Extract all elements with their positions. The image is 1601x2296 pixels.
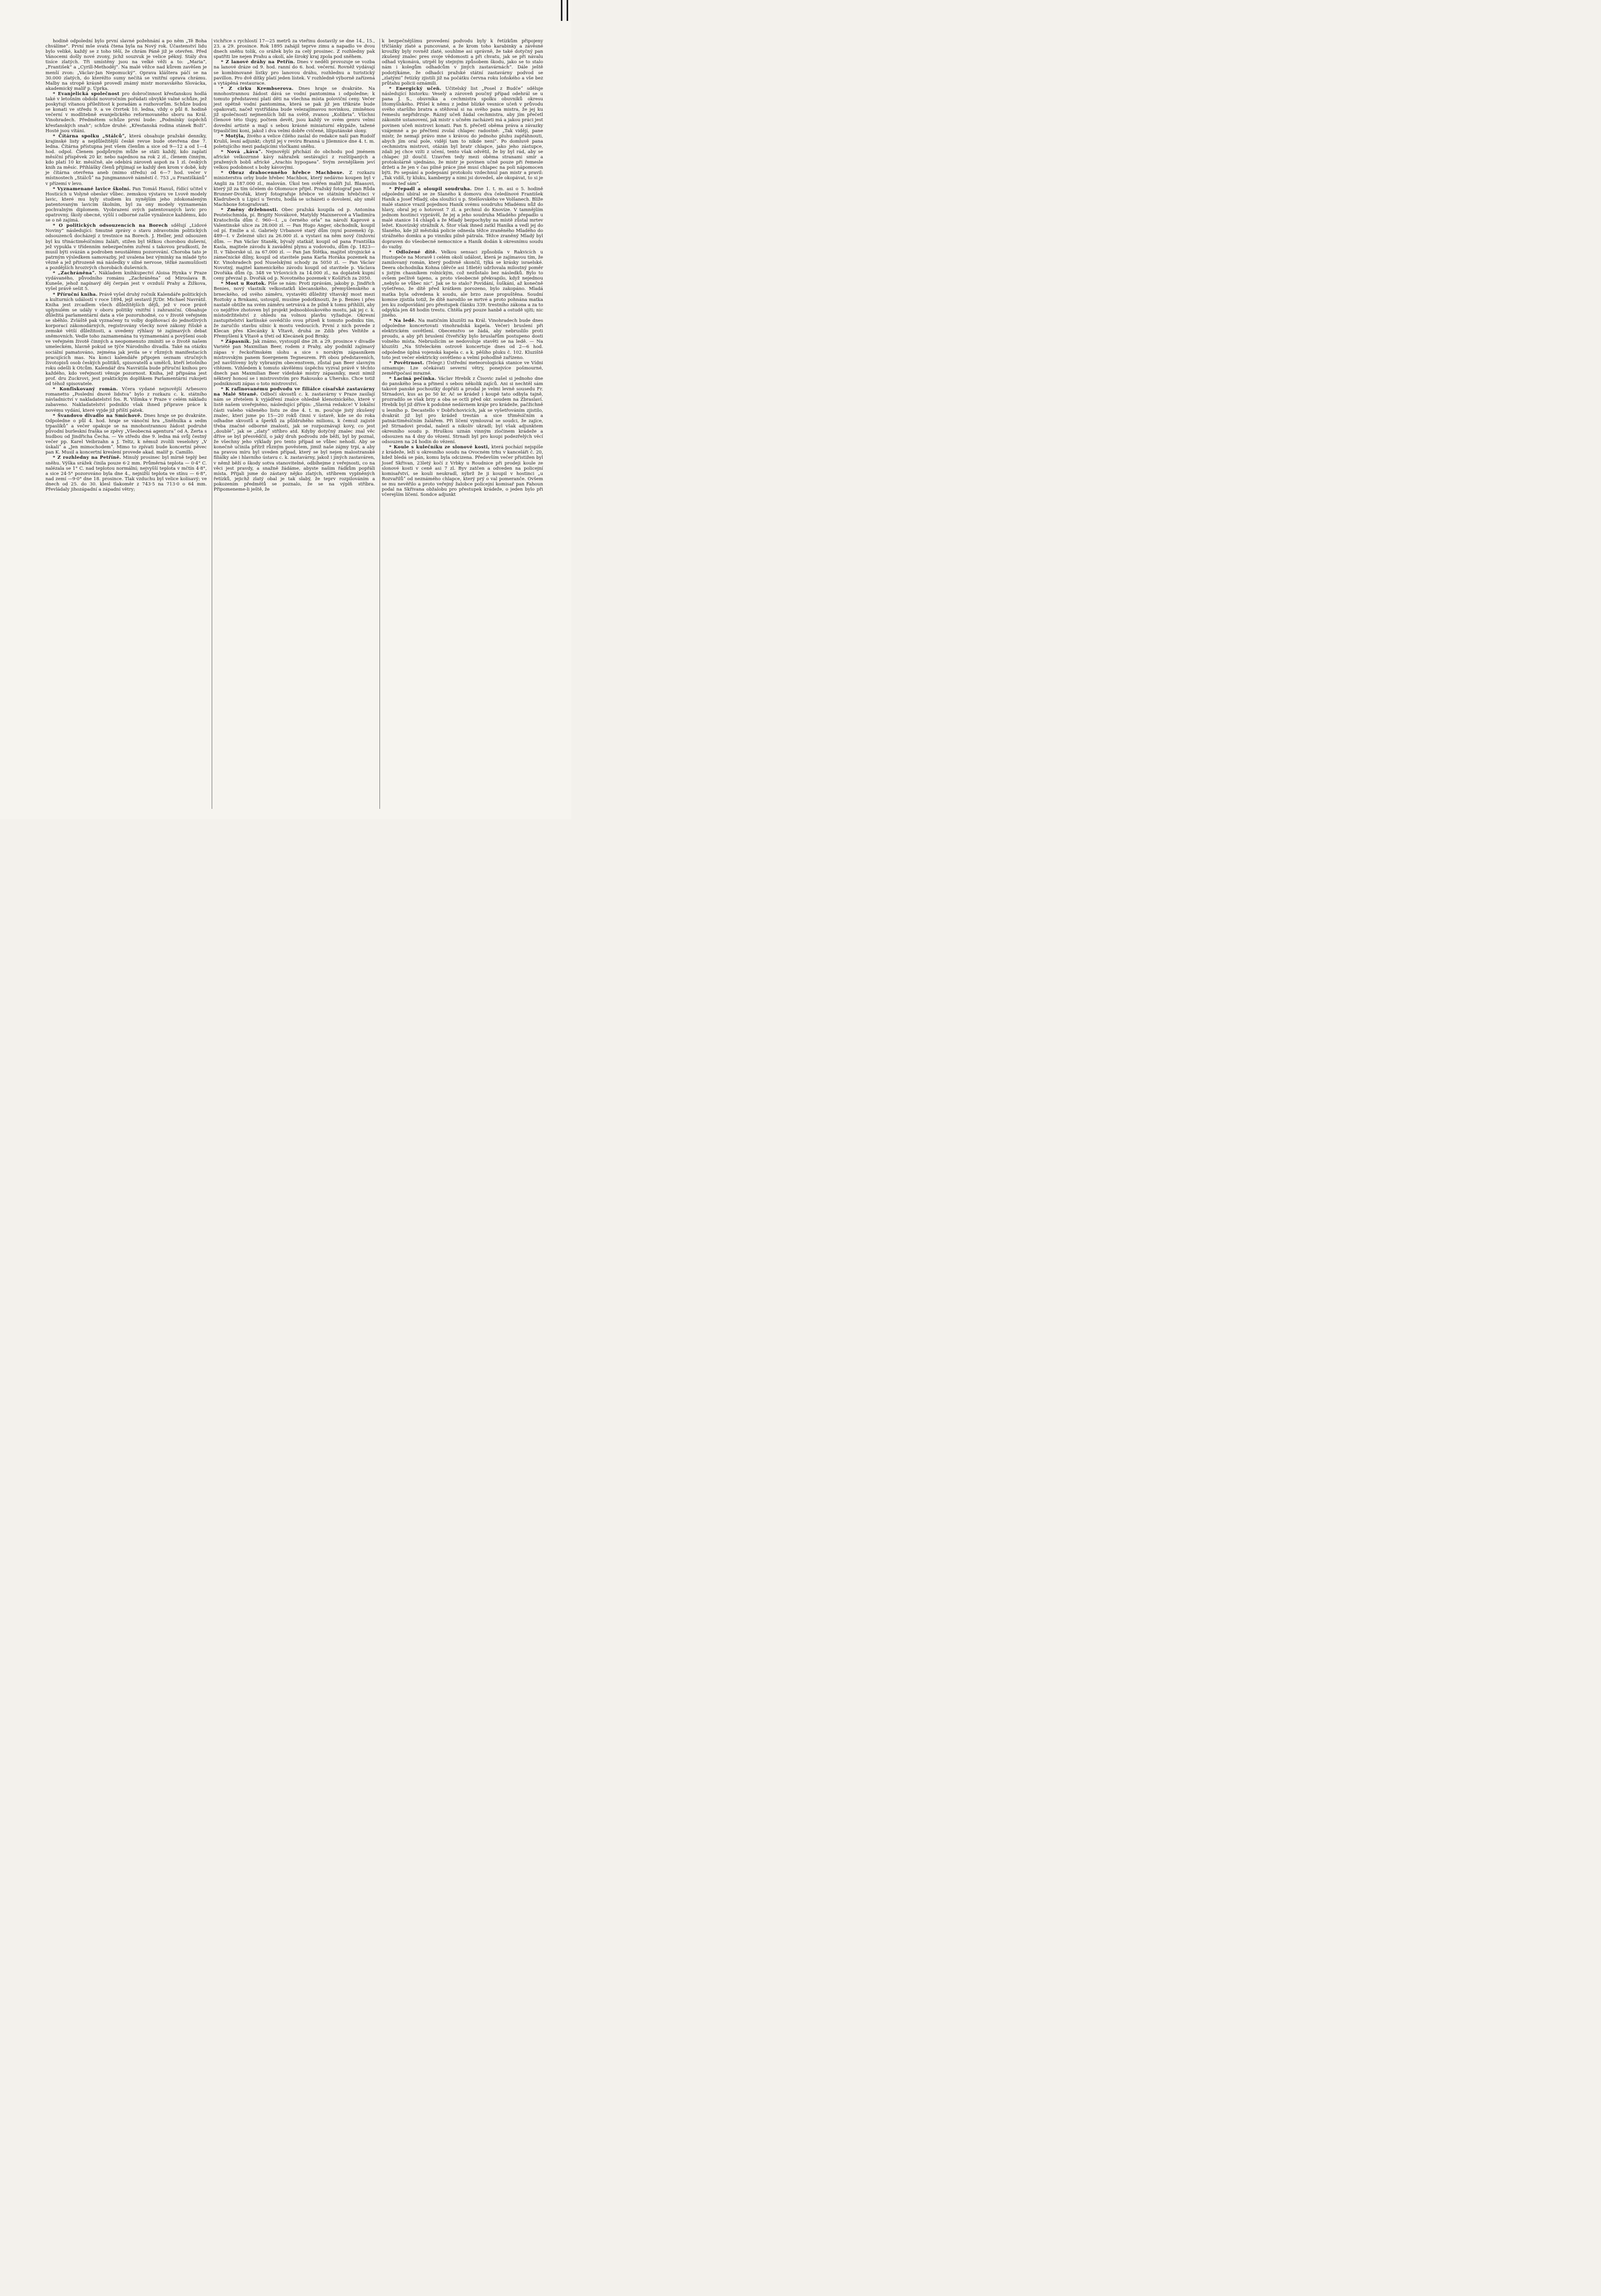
news-item-heading: * Čítárna spolku „Stálcůˮ,: [53, 133, 126, 139]
news-item-heading: * Most u Roztok.: [221, 281, 267, 287]
news-item: [382, 376, 543, 445]
article-columns: [44, 39, 545, 809]
news-item: [214, 86, 375, 134]
news-item: [214, 387, 375, 492]
page-edge-marks: [561, 0, 568, 21]
news-item-text: Odbočí skvostů c. k. zastavárny v Praze zasílají nám se zřetelem k vyjádření znalce ohledně klenotnického, které v listě našem uveřejněno, následující přípis: „Slavná redakce! V lokální části vašeho váženého listu ze dne 4. t. m. poučuje jistý zkušený znalec, kterí jsme po 15—20 roků činni v ústavě, kde se do roka odhadne skvostů a šperků za půldruhého milionu, k čemuž zajisté třeba značné odborné znalosti, jak se rozpoznávají kovy, co jest „doubléˮ, jak se „zlatyˮ stříbro atd. Kdyby dotyčný znalec znal věc dříve se byl přesvědčil, o jaký druh podvodu zde běží, byl by poznal, že všechny jeho výklady pro tento případ se vůbec nehodí. Aby se konečně učinila přítrž různým pověstem, jimiž naše zájmy trpí, a aby na pravou míru byl uveden případ, který se byl nejen malostranské filiálky ale i hlavního ústavu c. k. zastavárny, jakož i jiných zastaváren, v němž běží o škody sotva stanovitelné, odbíhejme z veřejnosti, co na věci jest pravdy, a snažně žádáme, abyste našim řádkům popřáli místa. Přijali jsme do zástavy nějko zlatých, stříbrem vyplněných řetízků, jejichž zlatý obal je tak slabý, že teprv rozpilováním a pokozením předmětů se poznalo, že se na výplň stříbra. Připomeneme-li ještě, že: [213, 392, 375, 492]
news-item: [382, 187, 543, 250]
news-item-text: Na matičním kluzišti na Král. Vinohradech bude dnes odpoledne koncertovati vinohradská kapela. Večer) bruslení při elektrickém osvětlení. Obecenstvo se žádá, aby nebruslilo proti proudu, a aby při bruslení čtveřičky bylo bruslařům postupeno dosti volného místa. Nebruslícím se nedovoluje stavěti se na ledě. — Na kluzišti „Na Střeleckém ostrově koncertuje dnes od 2—6 hod. odpoledne úplná vojenská kapela c. a k. pěšího pluku č. 102. Kluziště toto jest večer elektricky osvětleno a velmi pohodlně zařízeno.: [382, 318, 544, 361]
newspaper-page: [0, 0, 571, 819]
news-item: [214, 39, 375, 60]
news-item: [45, 292, 207, 387]
news-item: [45, 91, 207, 134]
news-item: [45, 187, 207, 224]
news-item-heading: * Zápasník.: [221, 339, 251, 345]
news-item-text: Včera vydané nejnovější Arbesovo romanetto „Poslední dnové lidstvaˮ bylo z rozkazu c. k. státního návladnictví v nakladatelství fos. R. Vilímka v Praze v celém nákladu zabaveno. Nakladatelství podniklo však ihned příprave práce k novému vydání, které vyjde již příští pátek.: [45, 387, 207, 413]
news-item-text: (Telegr.) Ústřední meteorologická stanice ve Vídni oznamuje: Lze očekávati severní větry, ponejvíce pošmourné, zeměřipočasí mrazné.: [382, 360, 544, 376]
news-item-heading: * Na ledě.: [389, 318, 417, 323]
news-item-text: Píše se nám: Proti zprávám, jakoby p. Jindřich Benies, nový vlastník velkostatků klecanského, přemyšlenského a brneckého, od svého záměru, vystavěti důležitý vltavský most mezi Roztoky a Brnkami, ustoupil, musíme podotknouti, že p. Benies i přes nastalé obtíže na svém záměru setrvává a že pilně k tomu přihlíží, aby co nejdříve zhotoven byl projekt jednoobloukového mostu, jak jej c. k. místodržitelství z ohledu na volnou plavbu vyžaduje. Okresní zastupitelství karlínské osvědčilo svou přízeň k tomuto podniku tím, že zaručilo stavbu silnic k mostu vedoucích. První z nich povede z Klecan přes Klecánky k Vltavě, druhá ze Zdib přes Veltěže a Přemyšlení k Vltavě a třetí od Klecánek pod Brnky.: [213, 281, 375, 340]
news-item-text: Václav Hrebík z Čisovic zašel si jednoho dne do panského lesa a přinesl s sebou několik zajíců. Ani si nechtěl sám takové panské pochoutky dopřáti a prodal je velmi levně sousedu Fr. Strnadovi, kus as po 50 kr. Ač se krádež i koupě tato odbyla tajně, prozradilo se však brzy a oba se octli před okr. soudem na Zbraslaví. Hrebík byl již dříve k podobné nedávnem kráje pro krádeže, pačžichně u lesního p. Decastello v Dobřichovicích, jak se vyšetřováním zjistilo, dvakrát již byl pro krádež trestán a sice třiměsíčním a patnáctiměsíčním žalářem. Při líčení vymlouval se soudci, že zajíce, jež Strnadovi prodal, nalezl a nikoliv ukradl; byl však adjunktem okresního soudu p. Hruškou uznán vinným zločinem krádeže a odsouzen na 4 dny do vězení. Strnadi byl pro koupi podezřelých věcí odsouzen na 24 hodin do vězení.: [382, 376, 544, 445]
news-item: [382, 39, 543, 86]
news-item: [382, 250, 543, 318]
news-item: [382, 318, 543, 361]
news-item-heading: * „Zachráněnaˮ.: [53, 271, 97, 276]
text-column-1: [44, 39, 209, 809]
news-item-heading: * Z cirku Krembserova.: [221, 86, 294, 91]
news-item-heading: * Povětrnost.: [389, 360, 424, 366]
news-item: [45, 271, 207, 292]
news-item-text: Učitelský list „Posel z Budčeˮ sděluje následující historku: Veselý a zároveň poučný případ odehrál se u pana J. S., obuvníka a cechmistra spolku obuvníků okresu litomyšlského. Přišel k němu z jedné blízké vesnice učeň v průvodu svého staršího bratra a stěžoval si na svého pana mistra, že jej ku řemeslu nepřidrzuje. Rázný učeň žádal cechmistra, aby jím přečetl zákonité ustanovení, jak mistr s učněm zacházeti má a jakou práci jest povinen učeň mistrovi konati. Pan S. přečetl oběma práva a závazky vzájemné a po přečtení zvolal chlapec radostně: „Tak vidějí, pane mistr, že nemají právo mne s krávou do jednoho pluhu zapřáhnouti, abych jím oral pole, vidějí tam to nikde není“. Po domluvě pana cechmistra mistrovi, otázán byl bratr chlapce, jako jeho zástupce, zdali jej chce vzíti z učení, tento však odvětil, že by byl rád, aby se chlapec již doučil. Uzavřen tedy mezi oběma stranami smír a protokolárně ujednáno, že mistr je povinen učně pouze při řemesle držeti a že jen v čas pilné práce jiné musí chlapec na poli nápomocen býti. Po sepsání a podepsání protokolu vzdechnul pan mistr a pravil: „Tak vidíš, ty kluku, kamberpy a nimi jsi dovedeš, ale okopávat, to si je musím teď sám“.: [382, 86, 544, 187]
news-item-heading: * Nová „kávaˮ.: [221, 149, 263, 155]
news-item-text: Minulý prosinec byl mírně teplý bez sněhu. Výška srážek činila pouze 6·2 mm. Průměrná teplota — 0·4° C. nalézala se 1° C. nad teplotou normální; nejvyšší teplota v mčtín 4·8°, a sice 24·5° pozorováno byla dne 4., nejnižší teplota ve stínu — 6·8°, nad zemí —9·0° dne 18. prosince. Tlak vzduchu byl velice kolísavý; ve dnech od 25. do 30. klesl tlakoměr z 743·5 na 713·0 o 64 mm. Převládaly jihozápadní a západní větry;: [45, 455, 207, 492]
news-item-heading: * Z lanové dráhy na Petřín.: [221, 60, 295, 65]
news-item-text: Dnes hraje se po dvakráte. Odpoledne o půl 4. hod. hraje se vánoční hra „Sněhulka a sedm trpaslíkůˮ a večer opakuje se na mnohostrannou žádost podruhé původní burleskní fraška se zpěvy „Všeobecná agenturaˮ od A. Žerta s hudbou od Jindřicha Čecha. — Ve středu dne 9. ledna má svůj čestný večer pp. Karel Veibrzahn a J. Teltz, k němuž zvolili veselohry „V úskalíˮ a „Jen mimochodemˮ. Mimo to zpívati bude koncertní pěvec pan K. Musil a koncertní kreslení provede akad. malíř p. Camillo.: [45, 413, 207, 456]
news-item: [214, 281, 375, 339]
news-item-text: Velkou sensaci způsobila v Rakvicích u Hustopeče na Moravě i celém okolí událost, která je zajímavou tím, že zamilovaný román, který podivně skončil, týká se krásky israelské. Deera obchodníka Kohna (děvče asi 18leté) udržovala milostný poměr s jistým chasníkem rolnickým, což nezůstalo bez následků. Bylo to ovšem pečlivě tajeno, a proto všeobecné překvapilo, když nejednou „nebylo se vůbec nic“. Jak se to stalo? Povídání, šuškání, až konečně vyšetřeno, že dítě před krátkem porozeno, bylo zakopáno. Mladá matka byla odvedena k soudu, ale brzo zase propuštěna. Soudní komise zjistila totiž, že dítě narodilo se mrtvé a proto pohnána matka jen ku zodpovídání pro přestupek článku 339. trestního zákona a za to odpykla jen 48 hodin trestu. Chtěla prý pouze hanbě a ostudě ujíti; nic jiného.: [382, 249, 544, 318]
news-item-text: pro dobročinnost křesťanskou hodlá také v letošním období novoročním pořádati obvyklé valné schůze, jež poskytují vítanou příležitost k poradám a rozhovorům. Schůze budou se konati ve středu 9. a ve čtvrtek 10. ledna, vždy o půl 8. hodině večerní v modlitebně evanjelického reformovaného sboru na Král. Vinohradech. Předmětem schůze první bude: „Podmínky úspěchů křesťanských snah“; schůze druhé: „Křesťanská rodina stánek Boží“. Hosté jsou vítáni.: [45, 91, 207, 134]
news-item: [214, 339, 375, 387]
news-item-heading: * Konfiskovaný román.: [53, 387, 118, 392]
news-item-heading: * O politických odsouzencích na Borech: [53, 223, 168, 229]
news-item-heading: * Změny držebnosti.: [221, 207, 279, 213]
news-item-text: hodině odpolední bylo první slavné požehnání a po něm „Tě Boha chválíme“. První mše svatá čtena byla na Nový rok. Účastenství lidu bylo veliké, každý se z toho těší, že chrám Páně již je otevřen. Před Vánocemi došly nové zvony, jichž souzvuk je velice pěkný. Stály dva tisíce zlatých. Tři umístěny jsou na velké věži a to: „Maria“, „František“ a „Cyrill-Methoděj“. Na malé věžce nad kůrem zavěšen je menší zvon: „Václav-Jan Nepomucký“. Oprava kláštera páčí se na 30.000 zlatých, do kteréžto sumy nečítá se vnitřní oprava chrámu. Malby na stropě krásně provedl známý mistr moravského Slovácka, akademický malíř p. Úprka.: [45, 39, 207, 91]
news-item: [382, 361, 543, 376]
news-item: [45, 39, 207, 91]
news-item: [45, 134, 207, 187]
news-item: [45, 387, 207, 413]
news-item-heading: * Přepadl a oloupil soudruha.: [389, 186, 472, 192]
news-item: [214, 134, 375, 149]
news-item-text: živého a velice čilého zaslal do redakce naší pan Rudolf Kruliš, lesní adjunkt; chytil jej v revíru Branná u Jilemnice dne 4. t. m. poletujícího mezi padajícími vločkami sněhu.: [213, 133, 375, 149]
news-item-text: Obec pražská koupila od p. Antonína Peutelschmida, pí. Brigity Novákové, Matyldy Maixnerové a Vladimíra Kratochvíla dům č. 960—I. „u černého orlaˮ na nároží Kaprové a Valentinské ulice za 28.000 zl. — Pan Hugo Anger, obchodník, koupil od pí. Emilie a sl. Gabriely Urbanové starý dům (nyní pozemek) čp. 489—I. v Železné ulici za 26.000 zl. a vystaví na něm nový činžovní dům. — Pan Václav Staněk, bývalý statkář, koupil od pana Františka Kasla, majitele závodu k zavádění plynu a vodovodu, dům čp. 1823—II. v Táborské ul. za 67.000 zl. — Pan Jan Štětka, majitel strojnické a zámečnické dílny, koupil od stavitele pana Karla Horáka pozemek na Kr. Vinohradech pod Nuselskými schody za 5050 zl. — Pan Václav Novotný, majitel kamenického závodu koupil od stavitele p. Václava Dvořáka dům čp. 348 ve Vršovicích za 14.000 zl., na doplatek kupní ceny převzal p. Dvořák od p. Novotného pozemek v Košířích za 2050.: [213, 207, 375, 282]
news-item-text: vichřice s rychlostí 17—25 metrů za vteřinu dostavily se dne 14., 15., 23. a 29. prosince. Rok 1895 zahájil teprve zimu a napadlo ve dvou dnech sněhu tolik, co srážek bylo za celý prosinec. Z rozhledny pak spatřiti lze nejen Prahu a okolí, ale široký kraj zpola pod sněhem.: [213, 39, 375, 60]
news-item-heading: * Evanjelická společnost: [53, 91, 120, 97]
news-item-text: Z rozkazu ministerstva orby bude hřebec Machbox, který nedávno koupen byl v Anglii za 187.000 zl., malován. Úkol ten svěřen malíři Jul. Blaasovi, který již za tím účelem do Olomouce přijel. Pražský fotograf pan Růda Brunner-Dvořák, který fotografuje hřebce ve státním hřebčinci v Kladrubech u Lipicí u Terstu, hodlá se ucházeti o dovolení, aby směl Machboxe fotografovati.: [213, 170, 375, 207]
news-item: [45, 223, 207, 271]
news-item: [382, 86, 543, 187]
news-item-heading: * Obraz drahocenného hřebce Machboxe.: [221, 170, 344, 176]
news-item-text: sdělují „Lidové Noviny“ následující: Smutné zprávy o stavu zdravotním politických odsouzenců docházejí z trestnice na Borech. J. Heller, jenž odsouzen byl ku třináctiměsíčnímu žaláři, stižen byl těžkou chorobou duševní, jež vypukla v třídenním nebezpečném zuření s takovou prudkostí, že musil býti svázán a podroben neustálému pozorování. Choroba tato je patrným výsledkem samovazby, jež uvalena bez výminky na mladé tyto vězně a jež přirozeně má následky v silné nervose, těžké zasmušilosti a pozdějších hrozivých chorobách duševních.: [45, 223, 207, 271]
news-item: [214, 149, 375, 170]
news-item-text: k bezpečnějšímu provedení podvodu byly k řetízkům připojeny tříčlánky zlaté a puncované, a že krom toho karabinky a závěsné kroužky byly rovněž zlaté, souhlme asi správně, že také dotyčný pan zkušený znalec pres svoje vědomosti a při chvatu, jak se při návalu odhad vykonává, utrpěl by stejným způsobem škodu, jako se to stalo nám i kolegům odhadcům v jiných zastavárnách“. Dále ještě podotýkáme, že odhadci pražské státní zastavárny podvod se „zlatýmiˮ řetízky zjistili již na počátku června roku loňského a vše bez průtahu policii oznámili.: [382, 39, 544, 86]
news-item-heading: * Motýla,: [221, 133, 246, 139]
text-column-3: [379, 39, 545, 809]
news-item-heading: * Příruční kniha.: [53, 292, 98, 297]
text-column-2: [212, 39, 377, 809]
news-item-heading: * Energický učeň.: [389, 86, 442, 91]
news-item-text: která pochází nejspíše z krádeže, leží u okresního soudu na Ovocném trhu v kanceláři č. 20, kdež bledá se pán, komu byla odcizena. Především večer přistižen byl Josef Skřivan, 23letý kočí z Vrbky u Roudnice při prodeji koule ze slonové kosti v ceně asi 7 zl. Byv zatčen a odveden na policejní komisařství, se kouli neukradl, nýbrž že ji koupil v hostinci „u Rozvařilůˮ od neznámého chlapce, který prý o val pomeranče. Ovšem se mu nevěřilo a proto veřejný žalobce policejní komisař pan Fahoun podal na Skřivana obžalobu pro přestupek krádeže, o jeden bylo při včerejším líčení. Sondce adjunkt: [382, 445, 544, 498]
news-item-heading: * Laciná pečínka.: [389, 376, 436, 381]
news-item-heading: * Švandovo divadlo na Smíchově.: [53, 413, 142, 419]
news-item-heading: * Odložené dítě.: [389, 249, 437, 255]
news-item-heading: * Vyznamenané lavice školní.: [53, 186, 131, 192]
news-item: [45, 413, 207, 456]
news-item-heading: * Z rozhledny na Petříně.: [53, 455, 121, 461]
news-item-heading: * Koule s kulečníku ze slonové kosti,: [389, 445, 490, 450]
news-item-text: Nejnovější přichází do obchodu pod jménem africké velkozrnné kávy náhražek sestávající z rozštípaných a pražených bobů africké „Arachis hypogaeaˮ. Svým zevnějškem jeví velkou podobnost s boby kávovými.: [213, 149, 375, 171]
news-item-text: Nákladem knihkupectví Aloisa Hynka v Praze vydávaného, původního románu „Zachráněnaˮ od Miroslava B. Kuneše, jehož napínavý děj čerpán jest v ovzduší Prahy a Žižkova, vyšel právě sešit 5.: [45, 271, 207, 292]
news-item-heading: * K rafinovanému podvodu ve filiálce císařské zastavárny na Malé Straně.: [213, 387, 375, 398]
news-item: [214, 207, 375, 281]
news-item-text: Dnes v neděli provozuje se vozba na lanové dráze od 9. hod. ranní do 6. hod. večerní. Rovněž vydávají se kombinované lístky pro lanovou dráhu, rozhlednu a turistický pavillon. Pro dvě dítky platí jeden lístek. V rozhledně výborně zařízená a vytápěná restaurace.: [213, 60, 375, 86]
news-item-text: Dnes hraje se dvakráte. Na mnohostrannou žádost dává se vodní pantomima i odpoledne; k tomuto představení platí děti na všechna místa poloviční ceny. Večer jest opětně vodní pantomima, která se pak již jen třikráte bude opakovati, načež vystřídána bude velezajímavou novinkou, zmíněnou již společností nejmenších lidí na světě, zvanou „Kolibriaˮ. Všichni členové této tlupy, počtem devět, jsou každý ve svém genru velmi dovední artisté a mají s sebou krásné miniaturní ekypáže, tažené trpasličími koni, jakož i dva velmi dobře cvičené, liliputánské slony.: [213, 86, 375, 134]
news-item-text: Právě vyšel druhý ročník Kalendáře politických a kulturních událostí v roce 1894, jejž sestavil JUDr. Michael Navrátil. Kniha jest zrcadlem všech důležitějších dějů, jež v roce právě uplynulém se udály v oboru politiky vnitřní i zahraniční. Obsahuje důležitá parlamentární data a vše pozoruhodné, co v životě veřejném se sběhlo. Zvláště pak vyznačeny tu volby doplňovací do jednotlivých korporací zákonodárných, registrovány všecky nové zákony říšské a zemské větší důležitosti, a uvedeny rýhlasy té zajímavých debat sněmovních. Vedle toho zaznamenána tu vyznamenání a povýšení osob ve veřejném životě činných a neopomenuto zmíniti se o životě našem umeleckém, hlavně pokud se týče Národního divadla. Také na otázku sociální pamatováno, zejména jak jevila se v různých manifestacích pracujících mas. Na konci kalendáře připojen seznam stručných životopisů osob českých politiků, spisovatelů a umělců, kteří letošního roku odešli k Otcům. Kalendář dra Navrátila bude příruční knihou pro každého, kdo veřejnosti věnuje pozornost. Kniha, jež připsána jest prof. dru Zuckrovi, jest praktickým doplňkem Parlamentární rukojeti od téhož spisovatele.: [45, 292, 207, 387]
news-item: [45, 455, 207, 492]
news-item: [214, 60, 375, 86]
news-item: [382, 445, 543, 497]
news-item-text: Jak známo, vystoupil dne 28. a 29. prosince v divadle Variété pan Maxmilian Beer, rodem z Prahy, aby podnikl zajímavý zápas v řeckořímském slohu a sice s norským zápasníkem mistrovským panem Soergenem Tegneurem. Při obou představeních, jež navštíveny byly vybraným obecenstvem, zůstal pan Beer slavným vítězem. Vzhledem k tomuto skvělému úspěchu vyzval právě v těchto dnech pan Maxmilian Beer vídeňské mistry zápasníky, mezi nimiž některý honosí se i mistrovstvím pro Rakousko a Uhersko. Chce totiž podniknouti zápas o toto mistrovství.: [213, 339, 375, 387]
news-item-text: Pan Tomáš Hanuš, řídící učitel v Hosticích u Volyně obeslav vůbec. zemskou výstavu ve Lvově modely lavic, které mu byly studiem ku nynějším jeho zdokonaleným patentovaným lavicím školním, byl za ony modely vyznamenán pochvalným diplomem. Vyobrazení svých patentovaných lavic pro opatrovny, školy obecné, vyšší i odborné zašle vynálezce každému, kdo se o ně zajímá.: [45, 186, 207, 224]
news-item-text: která obsahuje pražské denníky, krajinské listy a nejdůležitější české revue bude otevřena dne 7. ledna. Čítárna přístupna jest všem členům a sice od 9—12 a od 1—4 hod. odpol. Členem podpůrným může se státi každý, kdo zaplatí měsíční příspěvek 20 kr. nebo najednou na rok 2 zl., členem činným, kdo platí 10 kr. měsíčně, ale odebírá zároveň aspoň za 1 zl. českých knih za měsíc. Přihlášky členů přijímají se každý den krom v době, kdy je čítárna otevřena aneb (mimo středu) od 6—7 hod. večer v místnostech „Stálcůˮ na Jungmannově náměstí č. 753 „u Františkánůˮ v přízemí v levo.: [45, 133, 207, 187]
news-item-text: Dne 1. t. m. asi o 5. hodině odpolední ubíral se ze Slaného k domovu dva čeledínové František Haník a Josef Mladý, oba sloužící u p. Stelšovského ve Volšanech. Blíže malé stanice vrazil pojednou Haník svému soudruhu Mladému nůž do hlavy, obral jej o hotovost 7 zl. a prchnul do Knovíze. V tamnějším jednom hostinci vyprávěl, že jej a jeho soudruha Mladého přepadlo u malé stanice 14 chlapů a že Mladý bezpochyby na místě zůstal mrtev ležet. Knovízský strážník A. Štor však ihned zatkl Haníka a vedl jej do Slaného, kde již městská policie odnesla těžce zraněného Mladého do strážného domku a po vinníku pilně pátrala. Těžce zraněný Mladý byl dopraven do všeobecné nemocnice a Haník dodán k okresnímu soudu do vazby.: [382, 186, 544, 250]
news-item: [214, 170, 375, 207]
